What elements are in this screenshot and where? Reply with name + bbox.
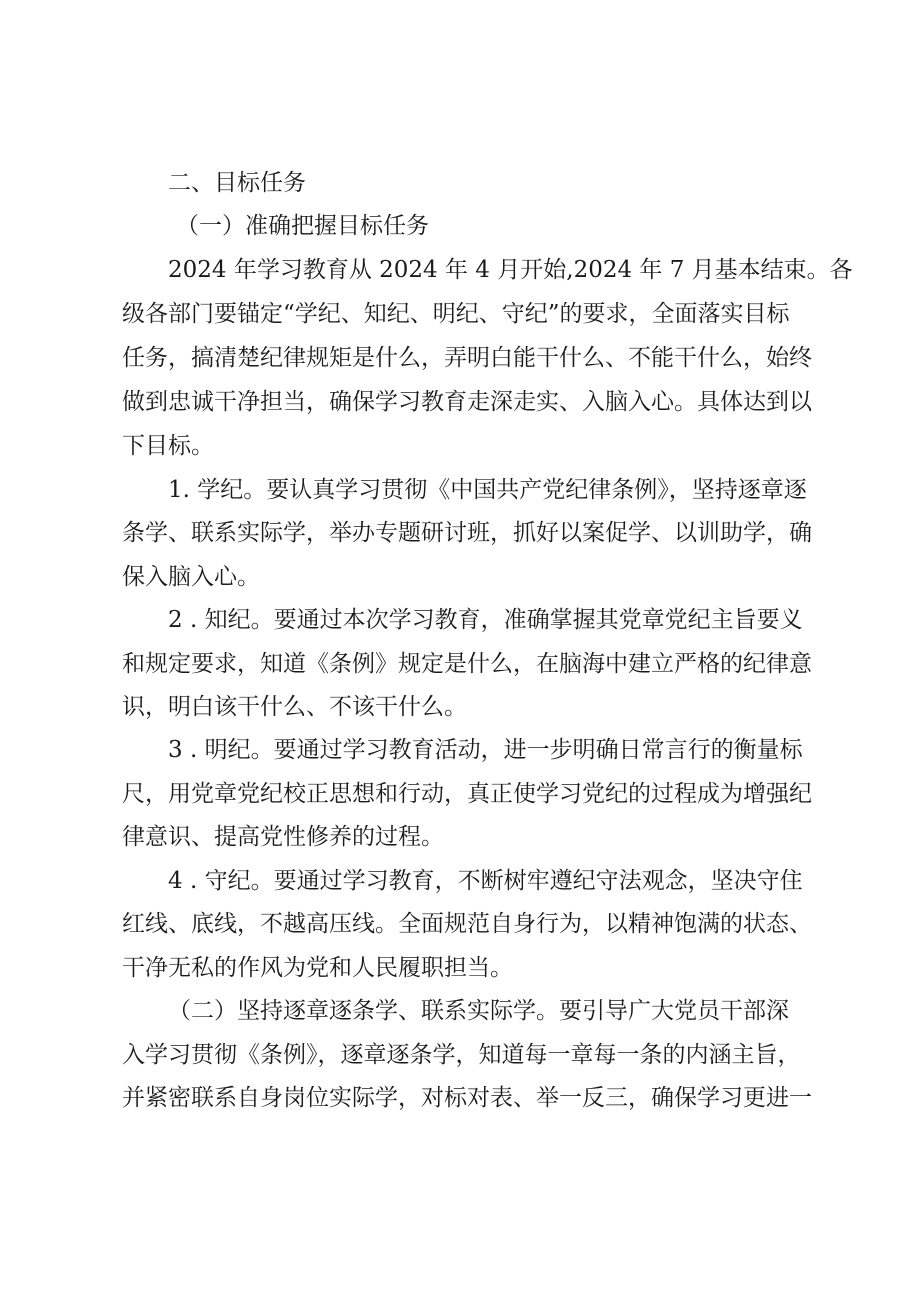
paragraph-line: 级各部门要锚定“学纪、知纪、明纪、守纪”的要求，全面落实目标 [122,301,790,327]
paragraph-line: 干净无私的作风为党和人民履职担当。 [122,955,513,981]
paragraph-line: 2024 年学习教育从 2024 年 4 月开始,2024 年 7 月基本结束。各 [168,257,853,283]
paragraph-line: 尺，用党章党纪校正思想和行动，真正使学习党纪的过程成为增强纪 [122,781,812,807]
paragraph-line: 1. 学纪。要认真学习贯彻《中国共产党纪律条例》，坚持逐章逐 [168,477,807,503]
paragraph-line: 保入脑入心。 [122,564,260,590]
paragraph-line: 2 . 知纪。要通过本次学习教育，准确掌握其党章党纪主旨要义 [168,607,803,633]
paragraph-line: 条学、联系实际学，举办专题研讨班，抓好以案促学、以训助学，确 [122,520,812,546]
paragraph-line: 4 . 守纪。要通过学习教育，不断树牢遵纪守法观念，坚决守住 [168,868,803,894]
section-heading: 二、目标任务 [168,170,306,196]
subsection-heading: （一）准确把握目标任务 [176,213,429,239]
paragraph-line: 和规定要求，知道《条例》规定是什么，在脑海中建立严格的纪律意 [122,651,812,677]
paragraph-line: 并紧密联系自身岗位实际学，对标对表、举一反三，确保学习更进一 [122,1085,812,1111]
paragraph-line: 律意识、提高党性修养的过程。 [122,824,444,850]
paragraph-line: 3 . 明纪。要通过学习教育活动，进一步明确日常言行的衡量标 [168,737,803,763]
paragraph-line: 任务，搞清楚纪律规矩是什么，弄明白能干什么、不能干什么，始终 [122,345,812,371]
paragraph-line: （二）坚持逐章逐条学、联系实际学。要引导广大党员干部深 [168,998,789,1024]
paragraph-line: 下目标。 [122,433,214,459]
paragraph-line: 红线、底线，不越高压线。全面规范自身行为，以精神饱满的状态、 [122,911,812,937]
paragraph-line: 入学习贯彻《条例》，逐章逐条学，知道每一章每一条的内涵主旨， [122,1042,801,1068]
paragraph-line: 识，明白该干什么、不该干什么。 [122,694,467,720]
paragraph-line: 做到忠诚干净担当，确保学习教育走深走实、入脑入心。具体达到以 [122,389,812,415]
